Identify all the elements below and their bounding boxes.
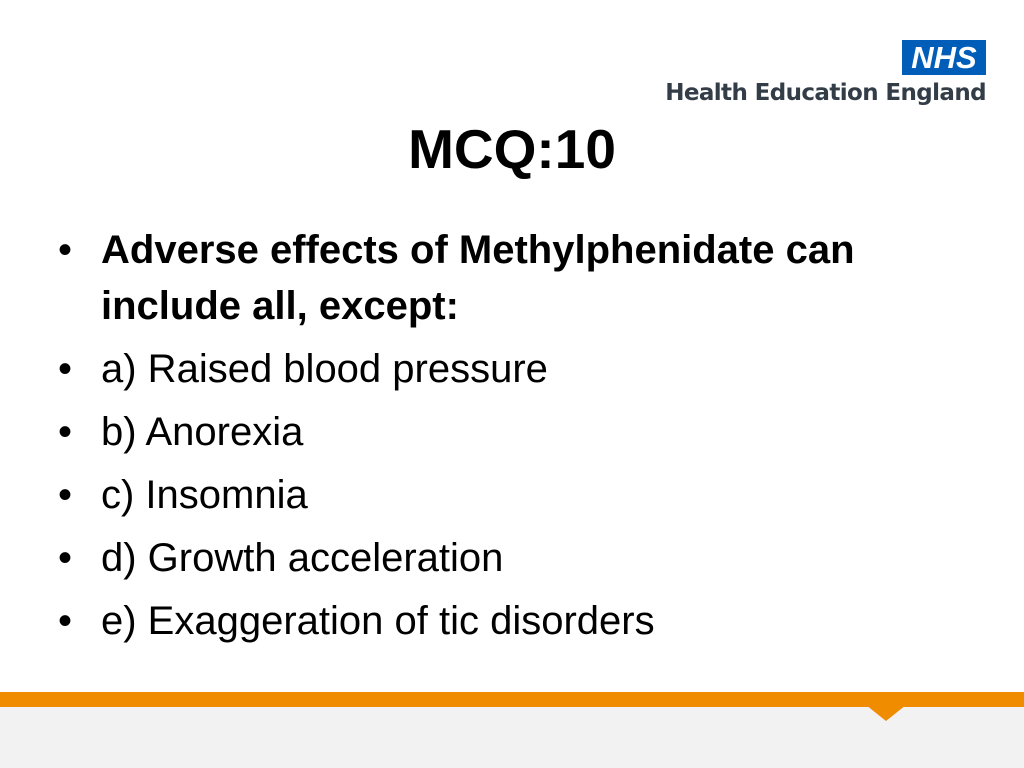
slide-title: MCQ:10 [408, 118, 616, 180]
bullet-icon: • [58, 410, 73, 454]
nhs-badge: NHS [902, 40, 986, 75]
option-item-c [58, 467, 978, 523]
option-text: e) Exaggeration of tic disorders [101, 599, 655, 643]
option-item-e [58, 593, 978, 649]
option-text: b) Anorexia [101, 410, 304, 454]
footer-notch-shape [866, 705, 906, 721]
option-text: a) Raised blood pressure [101, 347, 548, 391]
bullet-icon: • [58, 599, 73, 643]
option-item-b [58, 404, 978, 460]
bullet-icon: • [58, 473, 73, 517]
bullet-list [58, 222, 978, 656]
option-item-d [58, 530, 978, 586]
question-item [58, 222, 978, 334]
option-text: d) Growth acceleration [101, 536, 504, 580]
option-text: c) Insomnia [101, 473, 308, 517]
bullet-icon: • [58, 228, 73, 272]
option-item-a [58, 341, 978, 397]
logo-text: Health Education England [665, 80, 986, 106]
bullet-icon: • [58, 536, 73, 580]
question-text: Adverse effects of Methylphenidate can include all, except: [101, 228, 855, 328]
nhs-hee-logo [636, 40, 986, 110]
bullet-icon: • [58, 347, 73, 391]
